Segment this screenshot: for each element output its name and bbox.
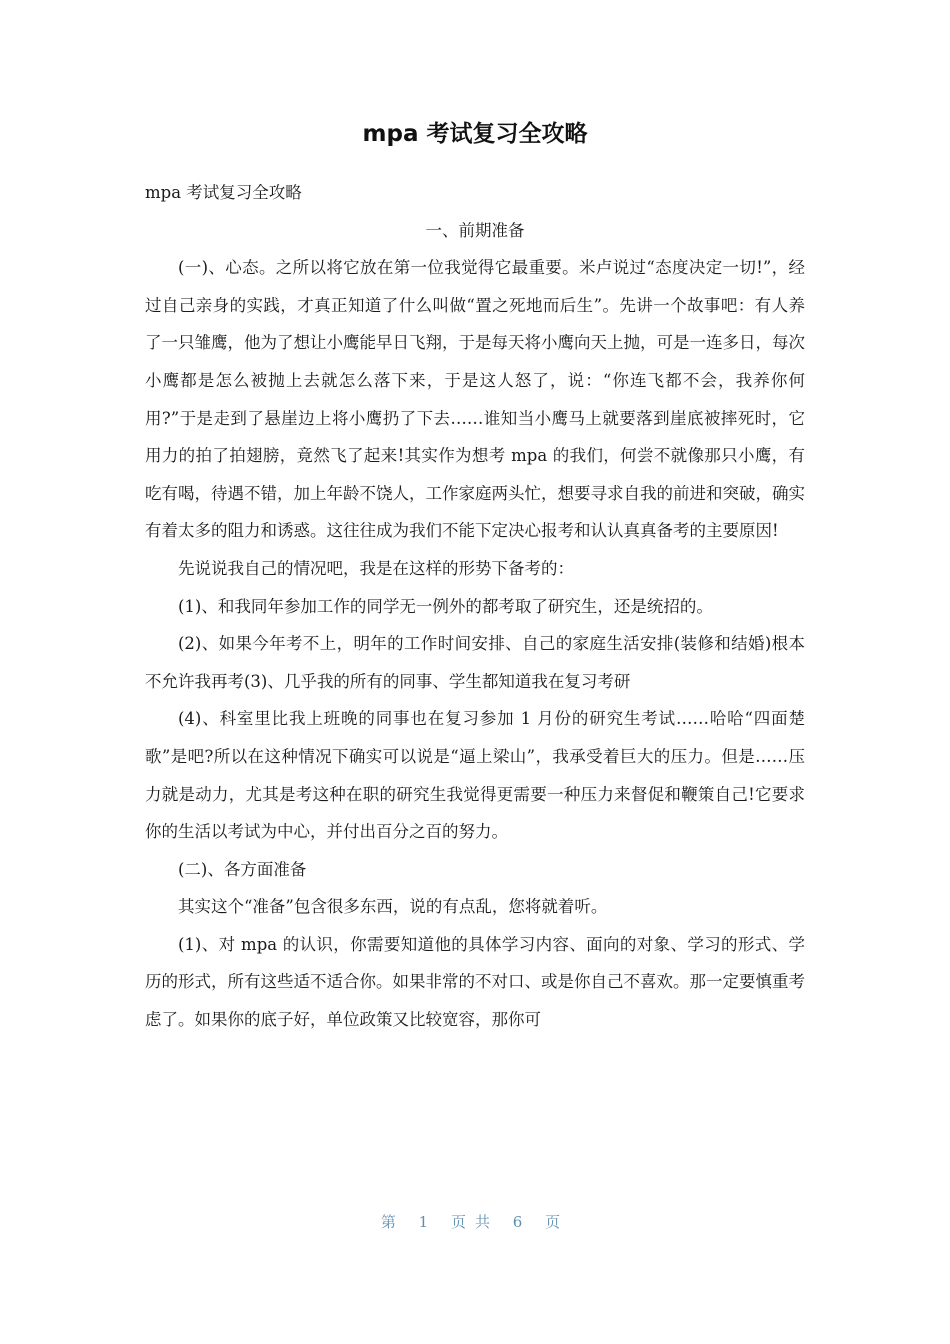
section-heading: 一、前期准备 (425, 220, 525, 240)
list-item: (4)、科室里比我上班晚的同事也在复习参加 1 月份的研究生考试……哈哈“四面楚歌”是吧?所以在这种情况下确实可以说是“逼上梁山”，我承受着巨大的压力。但是……压力就是动力，尤其是考这种在职的研究生我觉得更需要一种压力来督促和鞭策自己!它要求你的生活以考试为中心，并付出百分之百的努力。 (145, 709, 805, 842)
document-body (145, 174, 805, 1039)
list-item: (2)、如果今年考不上，明年的工作时间安排、自己的家庭生活安排(装修和结婚)根本不允许我再考(3)、几乎我的所有的同事、学生都知道我在复习考研 (145, 634, 805, 691)
paragraph: 其实这个“准备”包含很多东西，说的有点乱，您将就着听。 (178, 897, 608, 917)
subtitle-line: mpa 考试复习全攻略 (145, 183, 302, 202)
document-title: mpa 考试复习全攻略 (362, 121, 588, 147)
paragraph: 先说说我自己的情况吧，我是在这样的形势下备考的： (178, 558, 574, 578)
paragraph: (一)、心态。之所以将它放在第一位我觉得它最重要。米卢说过“态度决定一切!”，经过自己亲身的实践，才真正知道了什么叫做“置之死地而后生”。先讲一个故事吧：有人养了一只雏鹰，他为了想让小鹰能早日飞翔，于是每天将小鹰向天上抛，可是一连多日，每次小鹰都是怎么被抛上去就怎么落下来，于是这人怒了，说：“你连飞都不会，我养你何用?”于是走到了悬崖边上将小鹰扔了下去……谁知当小鹰马上就要落到崖底被摔死时，它用力的拍了拍翅膀，竟然飞了起来!其实作为想考 mpa 的我们，何尝不就像那只小鹰，有吃有喝，待遇不错，加上年龄不饶人，工作家庭两头忙，想要寻求自我的前进和突破，确实有着太多的阻力和诱惑。这往往成为我们不能下定决心报考和认认真真备考的主要原因! (145, 258, 805, 541)
page-number-footer: 第 1 页共 6 页 (380, 1213, 570, 1231)
section-heading: (二)、各方面准备 (178, 859, 307, 879)
list-item: (1)、和我同年参加工作的同学无一例外的都考取了研究生，还是统招的。 (178, 596, 713, 616)
list-item: (1)、对 mpa 的认识，你需要知道他的具体学习内容、面向的对象、学习的形式、学历的形式，所有这些适不适合你。如果非常的不对口、或是你自己不喜欢。那一定要慎重考虑了。如果你的底子好，单位政策又比较宽容，那你可 (145, 934, 805, 1030)
